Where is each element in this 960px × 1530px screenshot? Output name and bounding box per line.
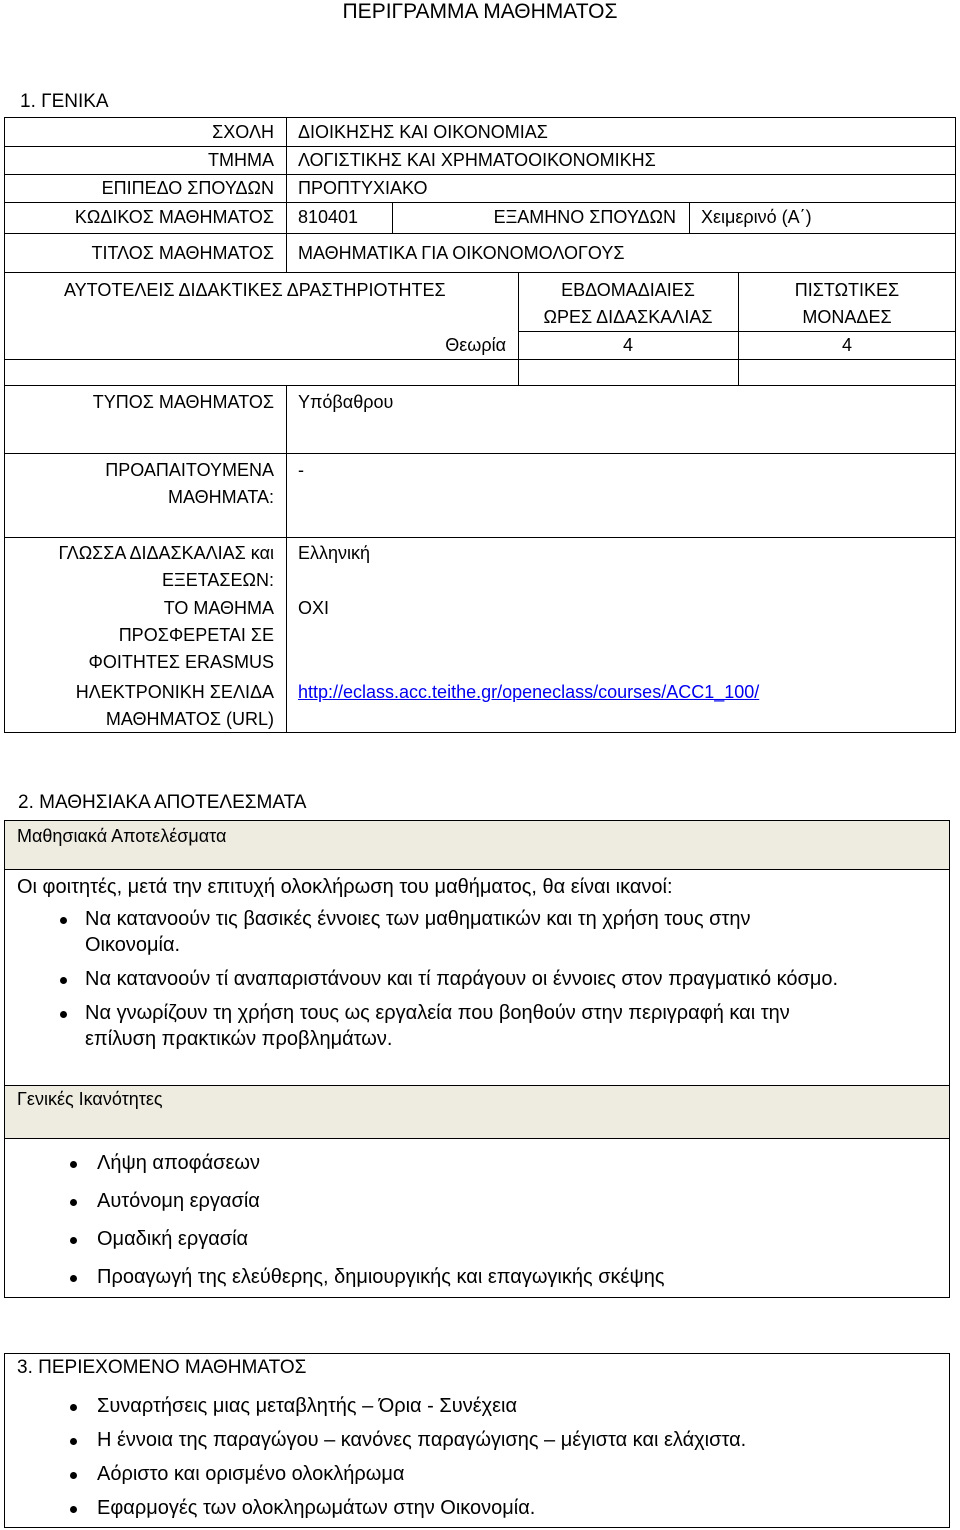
outcomes-cell	[4, 869, 950, 1086]
contents-cell	[4, 1353, 950, 1528]
prerequisites-value: -	[298, 460, 304, 480]
study-level-label: ΕΠΙΠΕΔΟ ΣΠΟΥΔΩΝ	[101, 178, 274, 198]
course-url-label: ΗΛΕΚΤΡΟΝΙΚΗ ΣΕΛΙΔΑ ΜΑΘΗΜΑΤΟΣ (URL)	[75, 682, 274, 729]
skills-header: Γενικές Ικανότητες	[17, 1089, 163, 1109]
erasmus-value: ΟΧΙ	[298, 598, 330, 618]
course-title-value: ΜΑΘΗΜΑΤΙΚΑ ΓΙΑ ΟΙΚΟΝΟΜΟΛΟΓΟΥΣ	[298, 243, 625, 263]
course-title-label: ΤΙΤΛΟΣ ΜΑΘΗΜΑΤΟΣ	[91, 243, 274, 263]
list-item: Συναρτήσεις μιας μεταβλητής – Όρια - Συνέχεια	[17, 1393, 917, 1419]
course-url-link[interactable]: http://eclass.acc.teithe.gr/openeclass/courses/ACC1_100/	[298, 682, 760, 702]
weekly-hours-label: ΕΒΔΟΜΑΔΙΑΙΕΣ ΩΡΕΣ ΔΙΔΑΣΚΑΛΙΑΣ	[543, 280, 713, 327]
activity-credits: 4	[841, 335, 852, 355]
list-item: Αόριστο και ορισμένο ολοκλήρωμα	[17, 1461, 917, 1487]
study-level-value: ΠΡΟΠΤΥΧΙΑΚΟ	[298, 178, 428, 198]
outcomes-intro: Οι φοιτητές, μετά την επιτυχή ολοκλήρωση του μαθήματος, θα είναι ικανοί:	[17, 876, 673, 898]
language-value: Ελληνική	[298, 543, 371, 563]
contents-list	[17, 1393, 917, 1529]
outcomes-header-cell	[4, 820, 950, 870]
outcomes-list	[17, 906, 847, 1060]
course-type-value: Υπόβαθρου	[298, 392, 394, 412]
prerequisites-label: ΠΡΟΑΠΑΙΤΟΥΜΕΝΑ ΜΑΘΗΜΑΤΑ:	[105, 460, 274, 507]
section-1-heading: 1. ΓΕΝΙΚΑ	[20, 91, 109, 112]
section-3-heading: 3. ΠΕΡΙΕΧΟΜΕΝΟ ΜΑΘΗΜΑΤΟΣ	[17, 1357, 307, 1378]
skills-list	[17, 1150, 917, 1302]
course-code-label: ΚΩΔΙΚΟΣ ΜΑΘΗΜΑΤΟΣ	[74, 207, 274, 227]
semester-value: Χειμερινό (Α΄)	[701, 207, 812, 227]
school-value: ΔΙΟΙΚΗΣΗΣ ΚΑΙ ΟΙΚΟΝΟΜΙΑΣ	[298, 122, 548, 142]
list-item: Λήψη αποφάσεων	[17, 1150, 917, 1176]
skills-cell	[4, 1138, 950, 1298]
list-item: Να κατανοούν τις βασικές έννοιες των μαθηματικών και τη χρήση τους στην Οικονομία.	[17, 906, 847, 958]
list-item: Η έννοια της παραγώγου – κανόνες παραγώγισης – μέγιστα και ελάχιστα.	[17, 1427, 917, 1453]
course-code-value: 810401	[298, 207, 359, 227]
semester-label: ΕΞΑΜΗΝΟ ΣΠΟΥΔΩΝ	[493, 207, 676, 227]
teaching-activities-label: ΑΥΤΟΤΕΛΕΙΣ ΔΙΔΑΚΤΙΚΕΣ ΔΡΑΣΤΗΡΙΟΤΗΤΕΣ	[64, 280, 446, 300]
school-label: ΣΧΟΛΗ	[212, 122, 274, 142]
list-item: Ομαδική εργασία	[17, 1226, 917, 1252]
list-item: Αυτόνομη εργασία	[17, 1188, 917, 1214]
activity-hours: 4	[622, 335, 633, 355]
credits-label: ΠΙΣΤΩΤΙΚΕΣ ΜΟΝΑΔΕΣ	[794, 280, 900, 327]
list-item: Να κατανοούν τί αναπαριστάνουν και τί παράγουν οι έννοιες στον πραγματικό κόσμο.	[17, 966, 847, 992]
department-value: ΛΟΓΙΣΤΙΚΗΣ ΚΑΙ ΧΡΗΜΑΤΟΟΙΚΟΝΟΜΙΚΗΣ	[298, 150, 656, 170]
skills-header-cell	[4, 1085, 950, 1139]
list-item: Εφαρμογές των ολοκληρωμάτων στην Οικονομία.	[17, 1495, 917, 1521]
page-title: ΠΕΡΙΓΡΑΜΜΑ ΜΑΘΗΜΑΤΟΣ	[342, 0, 618, 23]
list-item: Να γνωρίζουν τη χρήση τους ως εργαλεία που βοηθούν στην περιγραφή και την επίλυση πρακτικών προβλημάτων.	[17, 1000, 847, 1052]
course-type-label: ΤΥΠΟΣ ΜΑΘΗΜΑΤΟΣ	[92, 392, 274, 412]
language-label: ΓΛΩΣΣΑ ΔΙΔΑΣΚΑΛΙΑΣ και ΕΞΕΤΑΣΕΩΝ:	[58, 543, 274, 590]
outcomes-header: Μαθησιακά Αποτελέσματα	[17, 826, 227, 846]
erasmus-label: ΤΟ ΜΑΘΗΜΑ ΠΡΟΣΦΕΡΕΤΑΙ ΣΕ ΦΟΙΤΗΤΕΣ ERASMUS	[88, 598, 274, 672]
list-item: Προαγωγή της ελεύθερης, δημιουργικής και επαγωγικής σκέψης	[17, 1264, 917, 1290]
department-label: ΤΜΗΜΑ	[208, 150, 274, 170]
activity-name: Θεωρία	[445, 335, 506, 355]
section-2-heading: 2. ΜΑΘΗΣΙΑΚΑ ΑΠΟΤΕΛΕΣΜΑΤΑ	[18, 792, 307, 813]
